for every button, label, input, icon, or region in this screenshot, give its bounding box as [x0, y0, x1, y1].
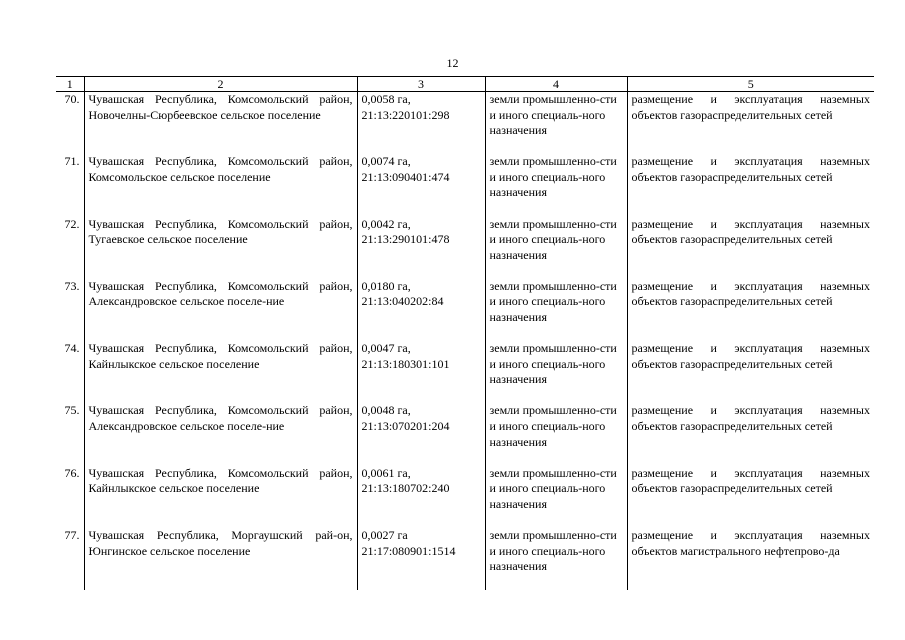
row-location: Чувашская Республика, Комсомольский район, Тугаевское сельское поселение: [84, 217, 357, 279]
table-row: [56, 279, 874, 341]
table-row: [56, 403, 874, 465]
row-area: [357, 217, 485, 279]
table-row: [56, 466, 874, 528]
row-location: Чувашская Республика, Комсомольский район, Александровское сельское поселе-ние: [84, 403, 357, 465]
row-cadastral-number: 21:17:080901:1514: [361, 543, 456, 558]
row-area-value: 0,0180 га,: [361, 278, 411, 293]
page-number: 12: [446, 56, 459, 70]
row-land-category: земли промышленно-сти и иного специаль-ного назначения: [485, 466, 627, 528]
row-area-value: 0,0074 га,: [361, 154, 411, 169]
row-land-category: земли промышленно-сти и иного специаль-ного назначения: [485, 279, 627, 341]
row-land-category: земли промышленно-сти и иного специаль-ного назначения: [485, 217, 627, 279]
column-header: 1: [56, 77, 84, 92]
row-land-category: земли промышленно-сти и иного специаль-ного назначения: [485, 92, 627, 155]
row-area: [357, 279, 485, 341]
row-area: [357, 154, 485, 216]
row-purpose: размещение и эксплуатация наземных объектов газораспределительных сетей: [627, 217, 874, 279]
row-purpose: размещение и эксплуатация наземных объектов магистрального нефтепрово-да: [627, 528, 874, 590]
row-area-value: 0,0048 га,: [361, 403, 411, 418]
row-purpose: размещение и эксплуатация наземных объектов газораспределительных сетей: [627, 466, 874, 528]
table-row: [56, 341, 874, 403]
table-body: [56, 92, 874, 591]
row-land-category: земли промышленно-сти и иного специаль-ного назначения: [485, 154, 627, 216]
column-header: 3: [357, 77, 485, 92]
land-plots-table: [56, 76, 874, 590]
row-number: 73.: [64, 278, 80, 293]
row-land-category: земли промышленно-сти и иного специаль-ного назначения: [485, 403, 627, 465]
row-cadastral-number: 21:13:040202:84: [361, 294, 444, 309]
row-area-value: 0,0047 га,: [361, 341, 411, 356]
table-row: [56, 217, 874, 279]
column-header: 2: [84, 77, 357, 92]
row-number: 77.: [64, 528, 80, 543]
row-location: Чувашская Республика, Комсомольский район, Новочелны-Сюрбеевское сельское поселение: [84, 92, 357, 155]
row-area: [357, 466, 485, 528]
row-number: 72.: [64, 216, 80, 231]
row-land-category: земли промышленно-сти и иного специаль-ного назначения: [485, 341, 627, 403]
column-header: 5: [627, 77, 874, 92]
row-number: 74.: [64, 341, 80, 356]
row-cadastral-number: 21:13:290101:478: [361, 232, 450, 247]
row-location: Чувашская Республика, Комсомольский район, Кайнлыкское сельское поселение: [84, 341, 357, 403]
row-number: 76.: [64, 465, 80, 480]
row-area: [357, 403, 485, 465]
row-cadastral-number: 21:13:090401:474: [361, 169, 450, 184]
row-area-value: 0,0061 га,: [361, 465, 411, 480]
row-purpose: размещение и эксплуатация наземных объектов газораспределительных сетей: [627, 92, 874, 155]
row-area: [357, 92, 485, 155]
table-row: [56, 92, 874, 155]
row-number: 75.: [64, 403, 80, 418]
row-location: Чувашская Республика, Комсомольский район, Комсомольское сельское поселение: [84, 154, 357, 216]
row-area-value: 0,0027 га: [361, 528, 408, 543]
row-purpose: размещение и эксплуатация наземных объектов газораспределительных сетей: [627, 403, 874, 465]
table-header-row: [56, 77, 874, 92]
row-number: 70.: [64, 92, 80, 106]
row-location: Чувашская Республика, Комсомольский район, Кайнлыкское сельское поселение: [84, 466, 357, 528]
row-area: [357, 528, 485, 590]
row-purpose: размещение и эксплуатация наземных объектов газораспределительных сетей: [627, 279, 874, 341]
row-cadastral-number: 21:13:180301:101: [361, 356, 450, 371]
row-land-category: земли промышленно-сти и иного специаль-ного назначения: [485, 528, 627, 590]
row-area-value: 0,0042 га,: [361, 216, 411, 231]
table-row: [56, 154, 874, 216]
row-cadastral-number: 21:13:180702:240: [361, 481, 450, 496]
row-cadastral-number: 21:13:220101:298: [361, 107, 450, 122]
row-cadastral-number: 21:13:070201:204: [361, 419, 450, 434]
row-number: 71.: [64, 154, 80, 169]
row-location: Чувашская Республика, Моргаушский рай-он, Юнгинское сельское поселение: [84, 528, 357, 590]
row-location: Чувашская Республика, Комсомольский район, Александровское сельское поселе-ние: [84, 279, 357, 341]
column-header: 4: [485, 77, 627, 92]
row-area: [357, 341, 485, 403]
table-row: [56, 528, 874, 590]
row-purpose: размещение и эксплуатация наземных объектов газораспределительных сетей: [627, 154, 874, 216]
row-area-value: 0,0058 га,: [361, 92, 411, 106]
row-purpose: размещение и эксплуатация наземных объектов газораспределительных сетей: [627, 341, 874, 403]
